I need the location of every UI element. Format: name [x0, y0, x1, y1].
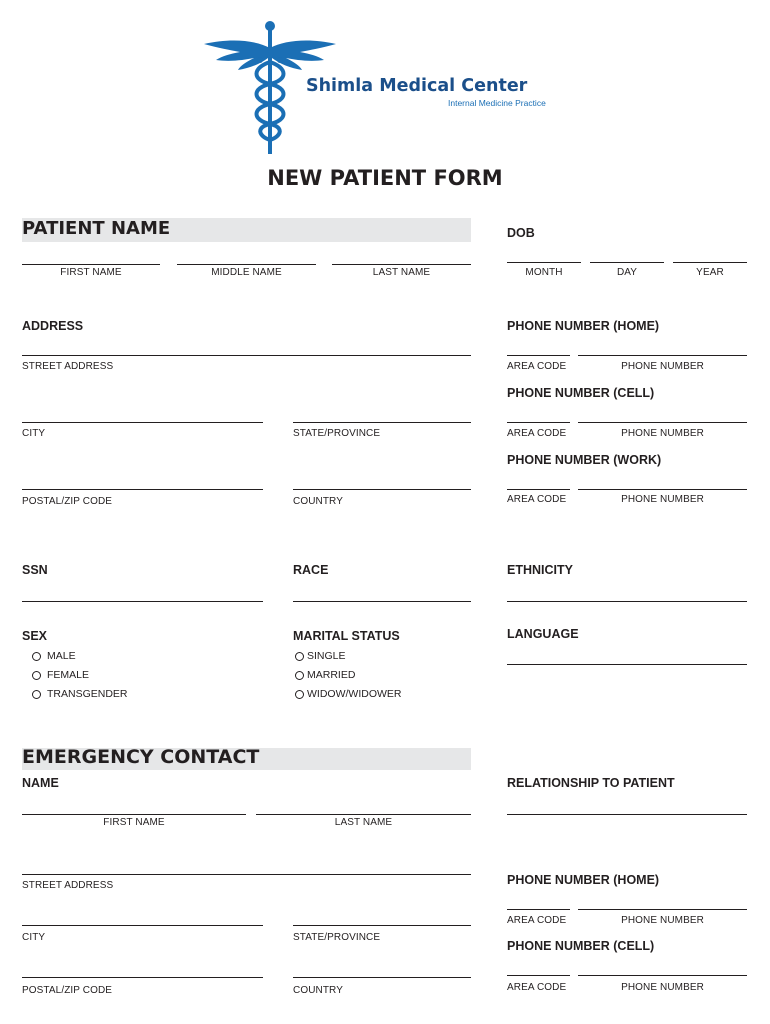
ethnicity-label: ETHNICITY [507, 563, 573, 577]
emergency-city-caption: CITY [22, 932, 46, 943]
logo [200, 18, 550, 158]
marital-married-label: MARRIED [307, 669, 356, 681]
ethnicity-field[interactable] [507, 601, 747, 602]
middle-name-field[interactable] [177, 264, 316, 265]
sex-female-radio[interactable] [32, 671, 41, 680]
phone-home-area-caption: AREA CODE [507, 361, 567, 372]
zip-caption: POSTAL/ZIP CODE [22, 496, 113, 507]
phone-work-area-field[interactable] [507, 489, 570, 490]
city-field[interactable] [22, 422, 263, 423]
marital-status-label: MARITAL STATUS [293, 629, 400, 643]
phone-cell-number-caption: PHONE NUMBER [621, 428, 704, 439]
sex-label: SEX [22, 629, 48, 643]
emergency-first-name-field[interactable] [22, 814, 246, 815]
phone-cell-area-field[interactable] [507, 422, 570, 423]
country-caption: COUNTRY [293, 496, 343, 507]
brand-tagline: Internal Medicine Practice [448, 98, 546, 108]
state-field[interactable] [293, 422, 471, 423]
first-name-caption: FIRST NAME [60, 267, 122, 278]
emergency-country-field[interactable] [293, 977, 471, 978]
emergency-phone-cell-number-field[interactable] [578, 975, 747, 976]
language-field[interactable] [507, 664, 747, 665]
last-name-field[interactable] [332, 264, 471, 265]
last-name-caption: LAST NAME [372, 267, 431, 278]
emergency-state-caption: STATE/PROVINCE [293, 932, 381, 943]
emergency-section-title: EMERGENCY CONTACT [22, 746, 260, 768]
emergency-state-field[interactable] [293, 925, 471, 926]
phone-home-number-field[interactable] [578, 355, 747, 356]
emergency-zip-caption: POSTAL/ZIP CODE [22, 985, 113, 996]
address-label: ADDRESS [22, 319, 84, 333]
emergency-phone-home-area-caption: AREA CODE [507, 915, 567, 926]
phone-cell-area-caption: AREA CODE [507, 428, 567, 439]
patient-name-section-title: PATIENT NAME [22, 218, 171, 239]
dob-day-caption: DAY [616, 267, 638, 278]
city-caption: CITY [22, 428, 46, 439]
first-name-field[interactable] [22, 264, 160, 265]
emergency-phone-cell-label: PHONE NUMBER (CELL) [507, 939, 655, 953]
emergency-phone-cell-area-caption: AREA CODE [507, 982, 567, 993]
dob-year-field[interactable] [673, 262, 747, 263]
form-title: NEW PATIENT FORM [267, 166, 503, 190]
sex-transgender-radio[interactable] [32, 690, 41, 699]
emergency-phone-cell-area-field[interactable] [507, 975, 570, 976]
brand-name: Shimla Medical Center [306, 76, 528, 96]
ssn-field[interactable] [22, 601, 263, 602]
phone-work-label: PHONE NUMBER (WORK) [507, 453, 662, 467]
race-label: RACE [293, 563, 329, 577]
emergency-first-name-caption: FIRST NAME [103, 817, 165, 828]
emergency-street-caption: STREET ADDRESS [22, 880, 114, 891]
language-label: LANGUAGE [507, 627, 579, 641]
ssn-label: SSN [22, 563, 48, 577]
relationship-field[interactable] [507, 814, 747, 815]
emergency-phone-home-number-field[interactable] [578, 909, 747, 910]
country-field[interactable] [293, 489, 471, 490]
marital-single-label: SINGLE [307, 650, 346, 662]
sex-male-radio[interactable] [32, 652, 41, 661]
race-field[interactable] [293, 601, 471, 602]
emergency-phone-home-area-field[interactable] [507, 909, 570, 910]
dob-month-caption: MONTH [525, 267, 563, 278]
dob-year-caption: YEAR [696, 267, 724, 278]
phone-work-number-field[interactable] [578, 489, 747, 490]
emergency-street-field[interactable] [22, 874, 471, 875]
phone-cell-label: PHONE NUMBER (CELL) [507, 386, 655, 400]
phone-home-number-caption: PHONE NUMBER [621, 361, 704, 372]
marital-widow-radio[interactable] [295, 690, 304, 699]
marital-single-radio[interactable] [295, 652, 304, 661]
emergency-country-caption: COUNTRY [293, 985, 343, 996]
marital-widow-label: WIDOW/WIDOWER [307, 688, 402, 700]
sex-female-label: FEMALE [47, 669, 90, 681]
emergency-zip-field[interactable] [22, 977, 263, 978]
phone-home-label: PHONE NUMBER (HOME) [507, 319, 660, 333]
emergency-phone-cell-number-caption: PHONE NUMBER [621, 982, 704, 993]
emergency-last-name-field[interactable] [256, 814, 471, 815]
phone-cell-number-field[interactable] [578, 422, 747, 423]
sex-male-label: MALE [47, 650, 76, 662]
dob-label: DOB [507, 226, 535, 240]
state-caption: STATE/PROVINCE [293, 428, 381, 439]
emergency-last-name-caption: LAST NAME [334, 817, 393, 828]
emergency-phone-home-label: PHONE NUMBER (HOME) [507, 873, 660, 887]
relationship-label: RELATIONSHIP TO PATIENT [507, 776, 675, 790]
emergency-phone-home-number-caption: PHONE NUMBER [621, 915, 704, 926]
dob-month-field[interactable] [507, 262, 581, 263]
dob-day-field[interactable] [590, 262, 664, 263]
street-address-field[interactable] [22, 355, 471, 356]
middle-name-caption: MIDDLE NAME [211, 267, 282, 278]
phone-home-area-field[interactable] [507, 355, 570, 356]
emergency-name-label: NAME [22, 776, 59, 790]
zip-field[interactable] [22, 489, 263, 490]
phone-work-area-caption: AREA CODE [507, 494, 567, 505]
marital-married-radio[interactable] [295, 671, 304, 680]
street-address-caption: STREET ADDRESS [22, 361, 114, 372]
phone-work-number-caption: PHONE NUMBER [621, 494, 704, 505]
sex-transgender-label: TRANSGENDER [47, 688, 128, 700]
emergency-city-field[interactable] [22, 925, 263, 926]
